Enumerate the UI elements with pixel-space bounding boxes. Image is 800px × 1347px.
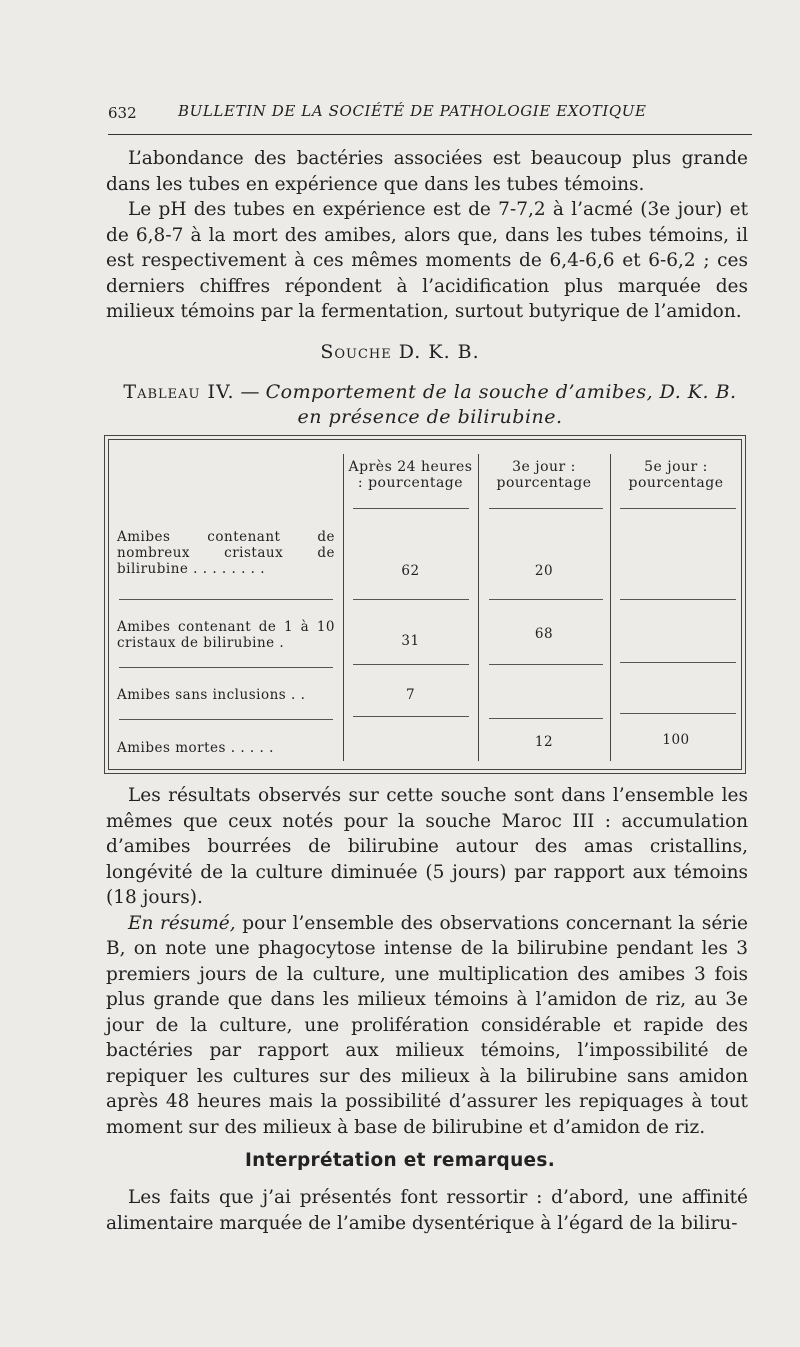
rule bbox=[353, 599, 469, 600]
page-number: 632 bbox=[108, 104, 137, 122]
table-label: Tableau IV. bbox=[123, 381, 235, 403]
rule bbox=[620, 508, 736, 509]
rule bbox=[353, 664, 469, 665]
summary-lead: En résumé, bbox=[128, 912, 236, 934]
rule bbox=[119, 599, 333, 600]
table-cell: 12 bbox=[534, 734, 554, 750]
column-header-3rd-day: 3e jour : pourcentage bbox=[496, 459, 592, 491]
table-cell: 20 bbox=[534, 563, 554, 579]
paragraph-1: L’abondance des bactéries associées est beaucoup plus grande dans les tubes en expérience que dans les tubes témoins. bbox=[106, 148, 748, 195]
rule bbox=[119, 719, 333, 720]
table-cell: 68 bbox=[534, 626, 554, 642]
summary-text: pour l’ensemble des observations concernant la série B, on note une phagocytose intense de la bilirubine pendant les 3 premiers jours de la culture, une multiplication des amibes 3 fois plus grande que dans les milieux témoins à l’amidon de riz, au 3e jour de la culture, une prolifération considérable et rapide des bactéries par rapport aux milieux témoins, l’impossibilité de repiquer les cultures sur des milieux à la bilirubine sans amidon après 48 heures mais la possibilité d’assurer les repiquages à tout moment sur des milieux à base de bilirubine et d’amidon de riz. bbox=[106, 912, 748, 1138]
conclusion-text bbox=[106, 1185, 748, 1236]
table-cell: 62 bbox=[401, 563, 420, 579]
table-cell: 100 bbox=[662, 732, 690, 748]
section-heading: Interprétation et remarques. bbox=[244, 1150, 556, 1171]
paragraph-3: Les résultats observés sur cette souche sont dans l’ensemble les mêmes que ceux notés pour la souche Maroc III : accumulation d’amibes bourrées de bilirubine autour des amas cristallins, longévité de la culture diminuée (5 jours) par rapport aux témoins (18 jours). bbox=[106, 785, 748, 908]
intro-text bbox=[106, 146, 748, 325]
rule bbox=[620, 599, 736, 600]
table-cell: 7 bbox=[405, 687, 416, 703]
journal-title: BULLETIN DE LA SOCIÉTÉ DE PATHOLOGIE EXOTIQUE bbox=[178, 102, 647, 120]
row-label: Amibes contenant de 1 à 10 cristaux de bilirubine . bbox=[117, 619, 335, 651]
rule bbox=[119, 667, 333, 668]
caption-line-2: en présence de bilirubine. bbox=[297, 406, 563, 428]
rule bbox=[353, 716, 469, 717]
rule bbox=[489, 508, 603, 509]
paragraph-5: Les faits que j’ai présentés font ressortir : d’abord, une affinité alimentaire marquée de l’amibe dysentérique à l’égard de la biliru- bbox=[106, 1187, 748, 1234]
rule bbox=[353, 508, 469, 509]
strain-title: Souche D. K. B. bbox=[320, 341, 480, 363]
paragraph-4 bbox=[106, 911, 748, 1141]
rule bbox=[620, 713, 736, 714]
column-header-24h: Après 24 heures : pourcentage bbox=[348, 459, 473, 491]
column-divider bbox=[343, 454, 344, 761]
column-divider bbox=[478, 454, 479, 761]
column-divider bbox=[610, 454, 611, 761]
rule bbox=[620, 662, 736, 663]
row-label: Amibes sans inclusions . . bbox=[117, 687, 306, 703]
row-label: Amibes mortes . . . . . bbox=[117, 740, 274, 756]
rule bbox=[489, 664, 603, 665]
paragraph-2: Le pH des tubes en expérience est de 7-7,2 à l’acmé (3e jour) et de 6,8-7 à la mort des amibes, alors que, dans les tubes témoins, il est respectivement à ces mêmes moments de 6,4-6,6 et 6-6,2 ; ces derniers chiffres répondent à l’acidification plus marquée des milieux témoins par la fermentation, surtout butyrique de l’amidon. bbox=[106, 199, 748, 322]
column-header-5th-day: 5e jour : pourcentage bbox=[628, 459, 724, 491]
row-label: Amibes contenant de nombreux cristaux de bilirubine . . . . . . . . bbox=[117, 529, 335, 577]
data-table bbox=[104, 435, 746, 774]
caption-dash: — bbox=[234, 381, 266, 403]
rule bbox=[489, 718, 603, 719]
results-text bbox=[106, 783, 748, 1140]
rule bbox=[489, 599, 603, 600]
table-cell: 31 bbox=[401, 633, 420, 649]
running-header bbox=[108, 104, 752, 135]
caption-line-1: Comportement de la souche d’amibes, D. K. B. bbox=[265, 381, 737, 403]
table-caption bbox=[110, 380, 750, 430]
